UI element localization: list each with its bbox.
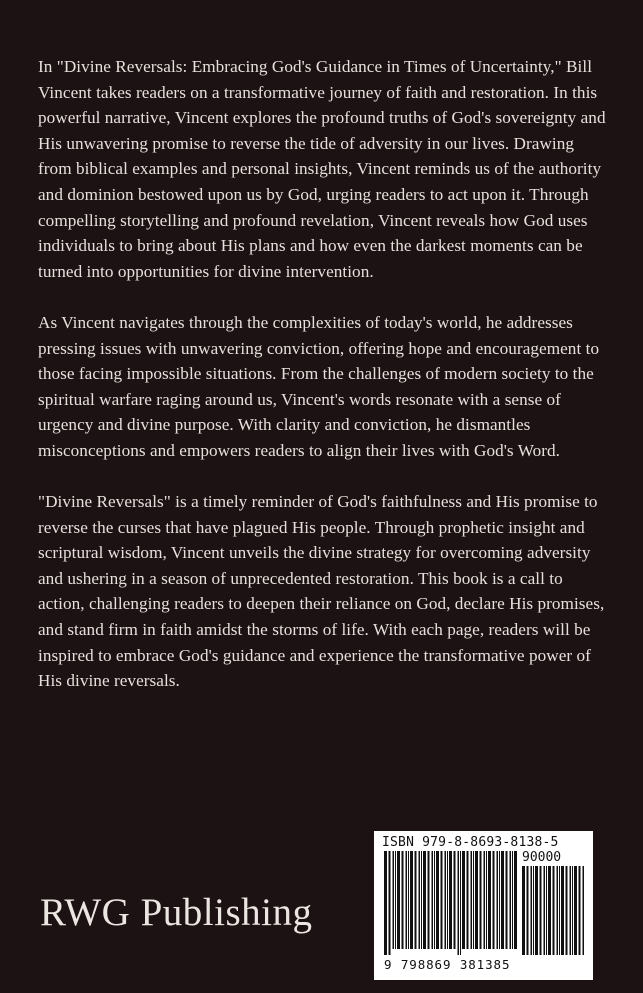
barcode-bar [540,866,542,955]
isbn-number: ISBN 979-8-8693-8138-5 [382,835,559,850]
barcode-bar [415,851,417,949]
barcode-bar [579,866,581,955]
publisher-name: RWG Publishing [40,891,313,934]
barcode-bar [408,851,409,949]
barcode-bar [384,851,387,955]
barcode-bar [410,851,413,949]
barcode-bar [522,866,525,955]
barcode-bar [553,866,555,955]
barcode-bar [486,851,487,949]
blurb-paragraph-1: In "Divine Reversals: Embracing God's Guidance in Times of Uncertainty," Bill Vincent takes readers on a transformative journey of faith and restoration. In this powerful narrative, Vincent explores the profound truths of God's sovereignty and His unwavering promise to reverse the tide of adversity in our lives. Drawing from biblical examples and personal insights, Vincent reminds us of the authority and dominion bestowed upon us by God, urging readers to act upon it. Through compelling storytelling and profound revelation, Vincent reveals how God uses individuals to bring about His plans and how even the darkest moments can be turned into opportunities for divine intervention. [38,57,606,281]
barcode-bar [393,851,395,949]
barcode-bar [514,851,517,949]
blurb-paragraph-3: "Divine Reversals" is a timely reminder of God's faithfulness and His promise to reverse the curses that have plagued His people. Through prophetic insight and scriptural wisdom, Vincent unveils the divine strategy for overcoming adversity and ushering in a season of unprecedented restoration. This book is a call to action, challenging readers to deepen their reliance on God, declare His promises, and stand firm in faith amidst the storms of life. With each page, readers will be inspired to embrace God's guidance and experience the transformative power of His divine reversals. [38,492,605,691]
barcode-bar [428,851,430,949]
barcode-bar [421,851,422,949]
barcode-bar [460,851,461,955]
barcode-bar [432,851,434,949]
barcode-bar [533,866,534,955]
barcode-bar [395,851,396,949]
barcode-bar [402,851,404,949]
barcode-bar [493,851,495,949]
barcode-bar [462,851,465,949]
barcode-bar [544,866,546,955]
barcode-bar [441,851,443,949]
barcode-bar [566,866,568,955]
barcode-bar [548,866,551,955]
barcode-bar [574,866,577,955]
barcode-bar [531,866,533,955]
barcode-bar [436,851,439,949]
barcode-bar [501,851,504,949]
barcode-bar [473,851,474,949]
barcode-bar [406,851,408,949]
barcode-bar [449,851,452,949]
barcode-bar [423,851,426,949]
barcode-bar [583,866,585,955]
ean-barcode-bars [384,851,518,955]
barcode-bar [458,851,460,955]
barcode-bar [434,851,435,949]
barcode-bar [559,866,560,955]
barcode-bar [527,866,529,955]
isbn-barcode [374,831,593,980]
barcode-bar [397,851,400,949]
barcode-bar [419,851,421,949]
barcode-bar [561,866,564,955]
barcode-bar [454,851,456,949]
blurb-paragraph-2: As Vincent navigates through the complexities of today's world, he addresses pressing issues with unwavering conviction, offering hope and encouragement to those facing impossible situations. From the challenges of modern society to the spiritual warfare raging around us, Vincent's words resonate with a sense of urgency and divine purpose. With clarity and conviction, he dismantles misconceptions and empowers readers to align their lives with God's Word. [38,312,600,460]
barcode-bar [557,866,559,955]
barcode-bar [546,866,547,955]
barcode-bar [497,851,499,949]
barcode-bar [389,851,391,955]
ean-digits: 9 798869 381385 [384,957,511,972]
barcode-bar [510,851,512,949]
barcode-bar [570,866,572,955]
barcode-bar [445,851,447,949]
barcode-bar [484,851,486,949]
price-code: 90000 [522,850,562,865]
barcode-bar [512,851,513,949]
barcode-bar [572,866,573,955]
addon-barcode-bars [522,866,586,955]
barcode-bar [467,851,469,949]
barcode-bar [447,851,448,949]
barcode-bar [488,851,491,949]
barcode-bar [480,851,482,949]
back-cover-blurb [38,54,610,719]
barcode-bar [506,851,508,949]
barcode-bar [471,851,473,949]
barcode-bar [475,851,478,949]
barcode-bar [499,851,500,949]
barcode-bar [535,866,538,955]
